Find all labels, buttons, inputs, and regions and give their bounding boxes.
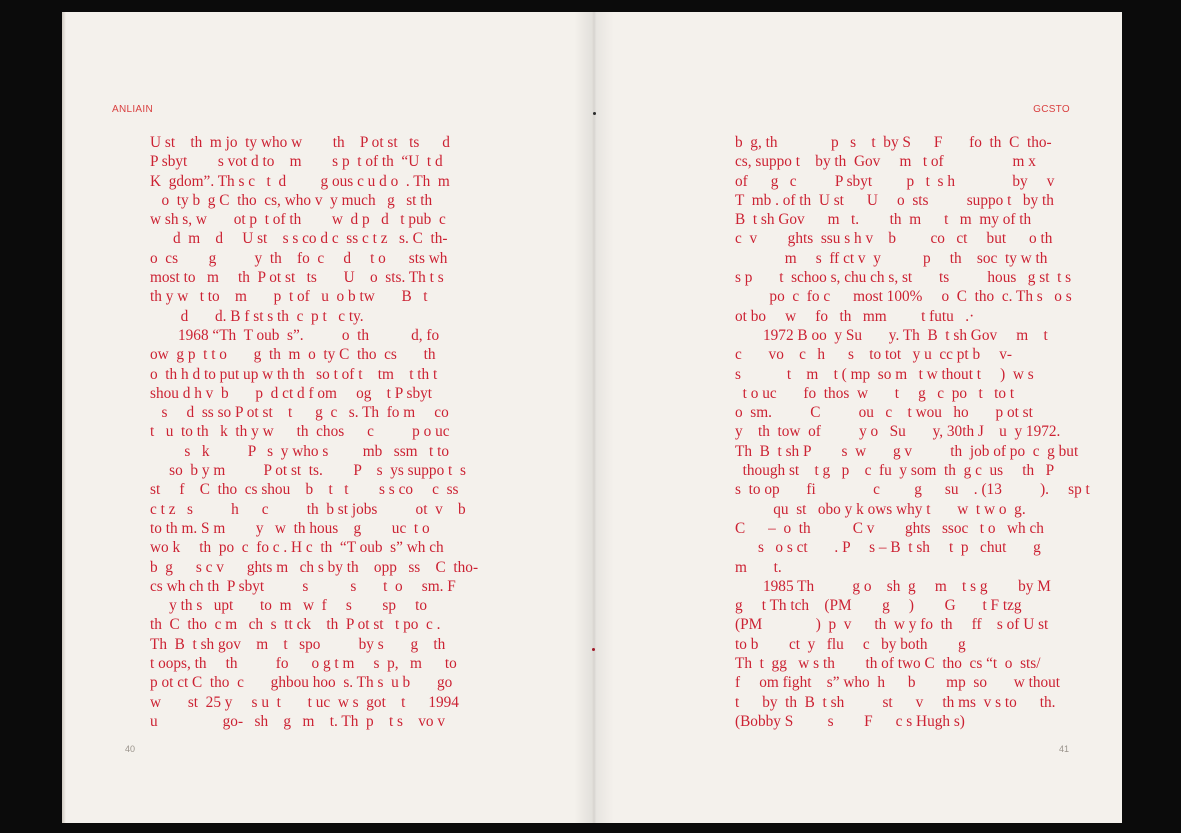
- text-line: qu st obo y k ows why t w t w o g.: [735, 500, 1026, 518]
- text-line: y th s upt to m w f s sp to: [150, 597, 428, 615]
- text-line: s d ss so P ot st t g c s. Th fo m co: [150, 404, 449, 422]
- page-number-left: 40: [125, 744, 136, 754]
- text-line: m s ff ct v y p th soc ty w th: [735, 249, 1048, 267]
- text-line: of g c P sbyt p t s h by v: [735, 172, 1055, 190]
- page-number-right: 41: [1058, 744, 1069, 754]
- text-line: s p t schoo s, chu ch s, st ts hous g st t s: [735, 269, 1072, 287]
- text-line: though st t g p c fu y som th g c us th P: [735, 462, 1055, 480]
- text-line: wo k th po c fo c . H c th “T oub s” wh ch: [150, 539, 444, 557]
- text-line: u go- sh g m t. Th p t s vo v: [150, 712, 446, 730]
- text-line: to b ct y flu c by both g: [735, 635, 966, 653]
- text-line: b g s c v ghts m ch s by th opp ss C tho-: [150, 558, 479, 576]
- text-line: cs, suppo t by th Gov m t of m x: [735, 153, 1036, 171]
- text-line: d d. B f st s th c p t c ty.: [150, 307, 364, 325]
- text-line: 1968 “Th T oub s”. o th d, fo: [178, 326, 440, 344]
- text-line: Th B t sh P s w g v th job of po c g but: [735, 442, 1079, 460]
- text-line: (PM ) p v th w y fo th ff s of U st: [735, 616, 1049, 634]
- text-line: w sh s, w ot p t of th w d p d t pub c: [150, 211, 446, 229]
- binding-mark: [593, 112, 596, 115]
- text-line: o th h d to put up w th th so t of t tm t th t: [150, 365, 438, 383]
- binding-mark: [592, 648, 595, 651]
- text-line: P sbyt s vot d to m s p t of th “U t d: [150, 153, 443, 171]
- text-line: s t m t ( mp so m t w thout t ) w s: [735, 365, 1034, 383]
- text-line: K gdom”. Th s c t d g ous c u d o . Th m: [150, 172, 450, 190]
- text-line: U st th m jo ty who w th P ot st ts d: [150, 134, 450, 151]
- text-line: C – o th C v ghts ssoc t o wh ch: [735, 519, 1044, 537]
- text-line: p ot ct C tho c ghbou hoo s. Th s u b go: [150, 674, 453, 692]
- text-line: th C tho c m ch s tt ck th P ot st t po c .: [150, 616, 441, 634]
- text-line: f om fight s” who h b mp so w thout: [735, 674, 1061, 692]
- text-line: (Bobby S s F c s Hugh s): [735, 712, 965, 730]
- text-line: d m d U st s s co d c ss c t z s. C th-: [150, 230, 448, 248]
- body-text-left: [150, 133, 480, 731]
- text-line: c vo c h s to tot y u cc pt b v-: [735, 346, 1013, 364]
- text-line: b g, th p s t by S F fo th C tho-: [735, 134, 1052, 151]
- text-line: s k P s y who s mb ssm t to: [150, 442, 450, 460]
- text-line: po c fo c most 100% o C tho c. Th s o s: [735, 288, 1072, 306]
- text-line: ot bo w fo th mm t futu .·: [735, 307, 975, 325]
- left-page: [62, 12, 597, 823]
- text-line: ow g p t t o g th m o ty C tho cs th: [150, 346, 436, 364]
- text-line: T mb . of th U st U o sts suppo t by th: [735, 191, 1054, 209]
- text-line: 1985 Th g o sh g m t s g by M: [763, 577, 1051, 595]
- text-line: most to m th P ot st ts U o sts. Th t s: [150, 269, 444, 287]
- text-line: 1972 B oo y Su y. Th B t sh Gov m t: [763, 326, 1048, 344]
- text-line: to th m. S m y w th hous g uc t o: [150, 519, 430, 537]
- text-line: o sm. C ou c t wou ho p ot st: [735, 404, 1033, 422]
- text-line: w st 25 y s u t t uc w s got t 1994: [150, 693, 459, 711]
- text-line: st f C tho cs shou b t t s s co c ss: [150, 481, 459, 499]
- text-line: th y w t to m p t of u o b tw B t: [150, 288, 428, 306]
- text-line: Th t gg w s th th of two C tho cs “t o sts/: [735, 655, 1041, 673]
- text-line: so b y m P ot st ts. P s ys suppo t s: [150, 462, 466, 480]
- text-line: o cs g y th fo c d t o sts wh: [150, 249, 448, 267]
- text-line: s to op fi c g su . (13 ). sp t: [735, 481, 1090, 499]
- text-line: cs wh ch th P sbyt s s t o sm. F: [150, 577, 456, 595]
- text-line: s o s ct . P s – B t sh t p chut g: [735, 539, 1041, 557]
- text-line: c v ghts ssu s h v b co ct but o th: [735, 230, 1053, 248]
- page-edge: [62, 12, 66, 823]
- text-line: t by th B t sh st v th ms v s to th.: [735, 693, 1056, 711]
- right-page: [596, 12, 1122, 823]
- text-line: y th tow of y o Su y, 30th J u y 1972.: [735, 423, 1061, 441]
- text-line: g t Th tch (PM g ) G t F tzg: [735, 597, 1022, 615]
- body-text-right: [735, 133, 1090, 731]
- text-line: B t sh Gov m t. th m t m my of th: [735, 211, 1032, 229]
- text-line: Th B t sh gov m t spo by s g th: [150, 635, 446, 653]
- running-head-right: GCSTO: [1033, 104, 1070, 115]
- text-line: o ty b g C tho cs, who v y much g st th: [150, 191, 433, 209]
- text-line: shou d h v b p d ct d f om og t P sbyt: [150, 384, 433, 402]
- text-line: t u to th k th y w th chos c p o uc: [150, 423, 450, 441]
- running-head-left: ANLIAIN: [112, 104, 154, 115]
- text-line: t oops, th th fo o g t m s p, m to: [150, 655, 457, 673]
- text-line: t o uc fo thos w t g c po t to t: [735, 384, 1015, 402]
- text-line: m t.: [735, 558, 782, 576]
- text-line: c t z s h c th b st jobs ot v b: [150, 500, 466, 518]
